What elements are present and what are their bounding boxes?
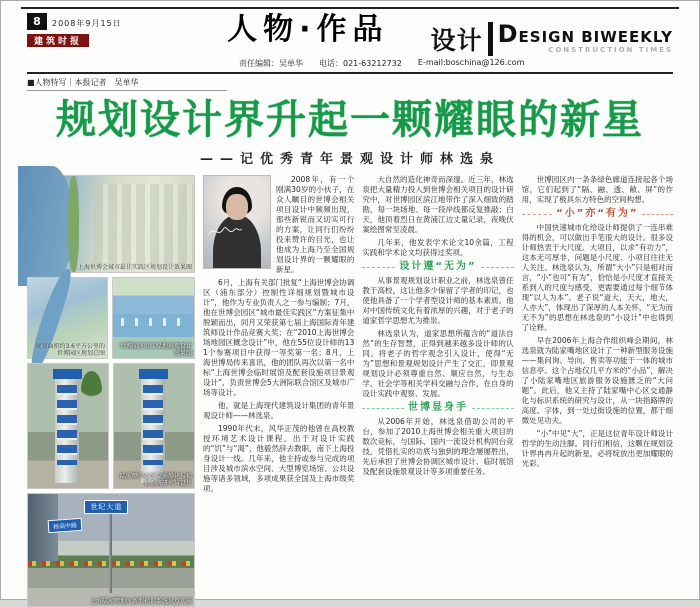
heading-design-wuwei: 设计遵“无为” xyxy=(362,262,513,272)
article-paragraph: 几年来，他发表学术论文10余篇，工程实践和学术论文均获得过奖项。 xyxy=(362,238,514,257)
article-paragraph: 大自然的造化神奇而深邃。近三年，林选泉把大量精力投入到世博会相关项目的设计研究中，对世博园区滨江地带作了深入细致的踏勘，每一块场地、每一段岸线都反复推敲；白天，他顶着烈日在黄浦江边丈量记录，夜晚伏案绘图常至凌晨。 xyxy=(362,175,514,234)
article-paragraph: 早在2006年上海合作组织峰会期间，林选泉就为陆家嘴地区设计了一种新型服务设施——集问询、导向、售卖等功能于一体的城市信息亭。这个占地仅几平方米的“小品”，解决了小陆家嘴地区旅游服务设施匮乏的“大问题”。此后，他又主持了陆家嘴中心区交通静化与标识系统的研究与设计，从一块指路牌的高度、字体，到一处过街设施的位置，都于细微处见功夫。 xyxy=(521,336,673,425)
page-top-rule xyxy=(21,7,679,9)
editor-email: E-mail:boschina@126.com xyxy=(417,58,525,67)
text-column-2 xyxy=(362,175,513,607)
article-paragraph: 1990年代末，风华正茂的他曾在高校教授环境艺术设计课程，出于对设计实践的“饥”与“渴”，他毅然辞去教职，南下上海投身设计一线。几年来，他主持或参与完成的项目涉及城市滨水空间、大型博览场馆、公共设施等诸多领域，多项成果获全国及上海市级奖项。 xyxy=(203,424,355,493)
reporter-byline: ■人物特写｜本报记者 吴单华 xyxy=(27,74,227,91)
article-paragraph: 他，就是上海现代建筑设计集团的青年景观设计师——林选泉。 xyxy=(203,401,355,420)
editor-contact-line xyxy=(27,57,673,71)
text-column-1 xyxy=(203,175,354,607)
photo-row-pillars xyxy=(27,363,195,489)
street-sign-secondary: 杨高中路 xyxy=(47,517,82,532)
masthead-english-subtitle: CONSTRUCTION TIMES xyxy=(548,45,673,54)
article-paragraph: “小”中见“大”，正是这位青年设计师设计哲学的生动注脚。同行们相信，这颗在规划设计界冉冉升起的新星，必将绽放出更加耀眼的光彩。 xyxy=(521,429,673,468)
plan-river-graphic xyxy=(26,266,76,374)
photo-column xyxy=(27,175,195,607)
article-paragraph: 世博园区内一条条绿色廊道连接起各个场馆，它们起到了“隔、融、透、敞、屏”的作用，实现了极具东方特色的空间构想。 xyxy=(521,175,673,204)
photo-caption: 上海世博会城市最佳实践区规划设计效果图 xyxy=(77,264,192,271)
article-paragraph: 从2006年开始，林选泉借助公司的平台，参加了2010上海世博会相关重大项目的数次竞标，与国际、国内一流设计机构同台竞技，凭借扎实的功底与独到的理念屡屡胜出，先后承担了世博会协调区城市设计、临时展馆及配套设施景观设计等多项重要任务。 xyxy=(362,417,514,476)
main-headline: 规划设计界升起一颗耀眼的新星 xyxy=(56,97,644,143)
headline-subtitle: ——记优秀青年景观设计师林选泉 xyxy=(199,152,500,167)
portrait-photo-lin-xuanquan xyxy=(203,175,271,269)
page-header xyxy=(27,13,673,57)
wayfinding-pillar xyxy=(141,369,165,483)
palm-tree-graphic xyxy=(81,371,102,408)
city-blocks-graphic xyxy=(94,184,194,265)
sign-pole-graphic xyxy=(109,510,112,593)
boats-graphic xyxy=(121,318,186,326)
photo-row-plans xyxy=(27,277,195,359)
article-paragraph: 6月，上海有关部门批复“上海世博会协调区（浦东部分）控制性详细规划暨城市设计”，他作为专业负责人之一参与编制；7月，他在世博会园区“城市最佳实践区”方案征集中脱颖而出，同月又荣获第七届上海国际青年建筑师设计作品竞赛大奖；在“2010上海世博会场地园区概念设计”中，他在55位设计师的131个参赛项目中获得一等奖第一名；8月，上海世博局传来喜讯，他的团队再次以第一名中标“上海世博会临时展馆及配套设施项目景观设计”，负责世博会5大洲际联合馆区及城市广场等设计。 xyxy=(203,278,355,397)
masthead-english xyxy=(497,19,673,54)
photo-caption: 规划面积约3.6平方公里的世博园区规划总图 xyxy=(35,343,105,357)
photo-caption: 陆家嘴中心区交通静化与标识系统研究与设计 xyxy=(119,473,192,487)
wayfinding-pillar xyxy=(55,369,79,483)
page-number-row xyxy=(27,13,185,30)
signature-overlay xyxy=(207,217,243,245)
pillar-sign-strips xyxy=(143,385,163,465)
pillar-header-sign xyxy=(53,369,82,379)
photo-sign-pillar-right xyxy=(113,363,195,489)
street-sign-century-avenue: 世纪大道 xyxy=(84,500,128,514)
heading-expo-skills: 世博显身手 xyxy=(362,403,513,413)
article-paragraph: 从事景观规划设计职业之前，林选泉曾任教于高校，这让他多少保留了学者的印记，也使他具备了一个学者型设计师的基本素质。他对中国传统文化有着浓厚的兴趣，对于老子的道家哲学思想尤为推崇。 xyxy=(362,276,514,325)
header-center xyxy=(185,13,431,47)
section-title: 人物·作品 xyxy=(227,12,389,47)
masthead-english-title: DESIGN BIWEEKLY xyxy=(497,19,673,48)
header-left xyxy=(27,13,185,47)
article-paragraph: 2008年，有一个刚满30岁的小伙子，在众人瞩目的世博会相关项目设计中频频出现，那些新锐而又切实可行的方案，让同行们纷纷投来赞许的目光，也让他成为上海乃至全国规划设计界的一颗耀眼的新星。 xyxy=(276,175,355,274)
photo-aerial-masterplan xyxy=(27,175,195,273)
issue-date: 2008年9月15日 xyxy=(52,19,122,28)
masthead-divider-bar xyxy=(488,22,493,56)
article-paragraph: 林选泉认为，道家思想所蕴含的“道法自然”的生存智慧，正得到越来越多设计师的认同。将老子的哲学观念引入设计，使得“无为”思想和景观规划设计产生了交汇，即景观规划设计必须尊重自然、顺应自然，与生态学、社会学等相关学科交融与合作，在自身的设计实践中观察、发展。 xyxy=(362,329,514,398)
photo-waterfront-rendering xyxy=(112,277,195,359)
photo-site-plan xyxy=(27,277,108,359)
photo-caption: 上海陆家嘴地区新型标识系统试点实景 xyxy=(89,598,192,605)
article-body xyxy=(27,175,673,607)
pillar-header-sign xyxy=(139,369,168,379)
heading-small-deeds: “小”亦“有为” xyxy=(522,209,673,219)
editor-phone: 电话：021-63212732 xyxy=(319,59,402,68)
photo-street-signage xyxy=(27,493,195,607)
newspaper-brand-box: 建筑时报 xyxy=(27,34,89,47)
editor-name: 责任编辑：吴单华 xyxy=(239,59,303,68)
masthead xyxy=(431,13,673,57)
pillar-sign-strips xyxy=(57,385,77,465)
text-column-3 xyxy=(522,175,673,607)
photo-sign-pillar-left xyxy=(27,363,109,489)
shoreline-greenbelt-graphic xyxy=(68,176,80,272)
photo-caption: 世博园区滨江绿地景观设计效果图 xyxy=(119,343,192,357)
masthead-chinese: 设计 xyxy=(430,26,483,55)
page-number-badge: 8 xyxy=(27,13,47,30)
article-paragraph: 中国快速城市化给设计师提供了一连串难得的机会，可以做出手笔很大的设计。很多设计师热衷于大尺度、大项目，以求“有功力”，这本无可厚非，问题是小尺度、小项目往往无人关注。林选泉认为，所谓“大小”只是相对而言，“小”也可“有为”，恰恰是小尺度才直接关系到人的尺度与感受，更需要通过每个细节体现“以人为本”。老子说“道大，天大，地大，人亦大”，体现出了深厚的人本关怀，“无为而无不为”的思想在林选泉的“小设计”中也得到了诠释。 xyxy=(521,223,673,332)
